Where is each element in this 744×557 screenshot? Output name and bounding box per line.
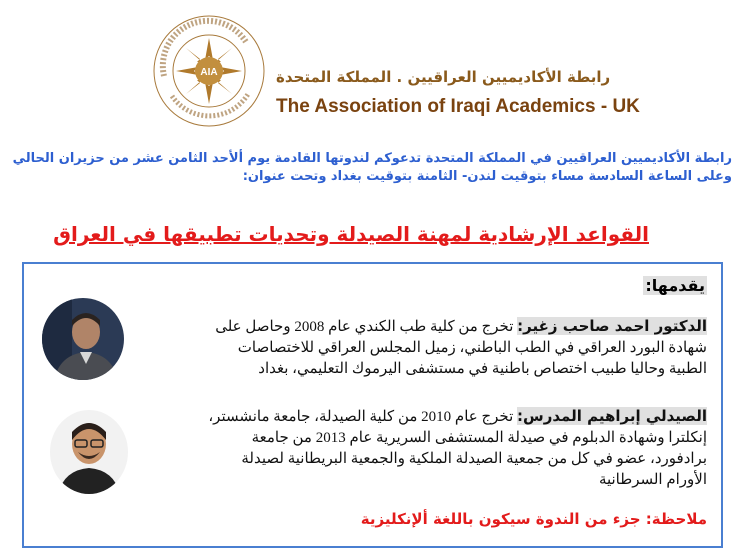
presenter-2-bio bbox=[197, 406, 707, 491]
presenter-1-description: تخرج من كلية طب الكندي عام 2008 وحاصل على شهادة البورد العراقي في الطب الباطني، زميل المجلس العراقي للاختصاصات الطبية وحاليا طبيب اختصاص باطنية في مستشفى اليرموك التعليمي، بغداد bbox=[215, 319, 707, 377]
presenters-label: يقدمها: bbox=[645, 276, 705, 295]
invitation-text bbox=[12, 150, 732, 186]
presenter-2-portrait-icon bbox=[50, 410, 128, 494]
org-name-english: The Association of Iraqi Academics - UK bbox=[276, 96, 640, 117]
svg-text:AIA: AIA bbox=[200, 67, 218, 78]
association-seal-logo bbox=[150, 12, 268, 130]
presenter-2-description: تخرج عام 2010 من كلية الصيدلة، جامعة مانشستر، إنكلترا وشهادة الدبلوم في صيدلة المستشفى السريرية عام 2013 من جامعة برادفورد، عضو في كل من جمعية الصيدلة الملكية والجمعية البريطانية لصيدلة الأورام السرطانية bbox=[208, 409, 707, 488]
presenter-1-portrait-icon bbox=[42, 298, 124, 380]
invitation-line-2: وعلى الساعة السادسة مساء بتوقيت لندن- الثامنة بتوقيت بغداد وتحت عنوان: bbox=[242, 169, 732, 184]
presenter-2-photo bbox=[50, 410, 128, 494]
presenter-1-photo bbox=[42, 298, 124, 380]
header bbox=[150, 12, 640, 132]
language-note: ملاحظة: جزء من الندوة سيكون باللغة ألإنكليزية bbox=[360, 510, 707, 528]
org-name-arabic: رابطة الأكاديميين العراقيين . المملكة المتحدة bbox=[276, 68, 611, 86]
presenter-2-name: الصيدلي إبراهيم المدرس: bbox=[517, 407, 707, 425]
presenter-1-bio bbox=[197, 316, 707, 380]
presenter-1-name: الدكتور احمد صاحب زغير: bbox=[517, 317, 707, 335]
seminar-title: القواعد الإرشادية لمهنة الصيدلة وتحديات تطبيقها في العراق bbox=[53, 222, 649, 246]
invitation-line-1: رابطة الأكاديميين العراقيين في المملكة المتحدة تدعوكم لندوتها القادمة يوم ألأحد الثامن عشر من حزيران الحالي bbox=[12, 151, 732, 166]
presenters-box bbox=[22, 262, 723, 548]
